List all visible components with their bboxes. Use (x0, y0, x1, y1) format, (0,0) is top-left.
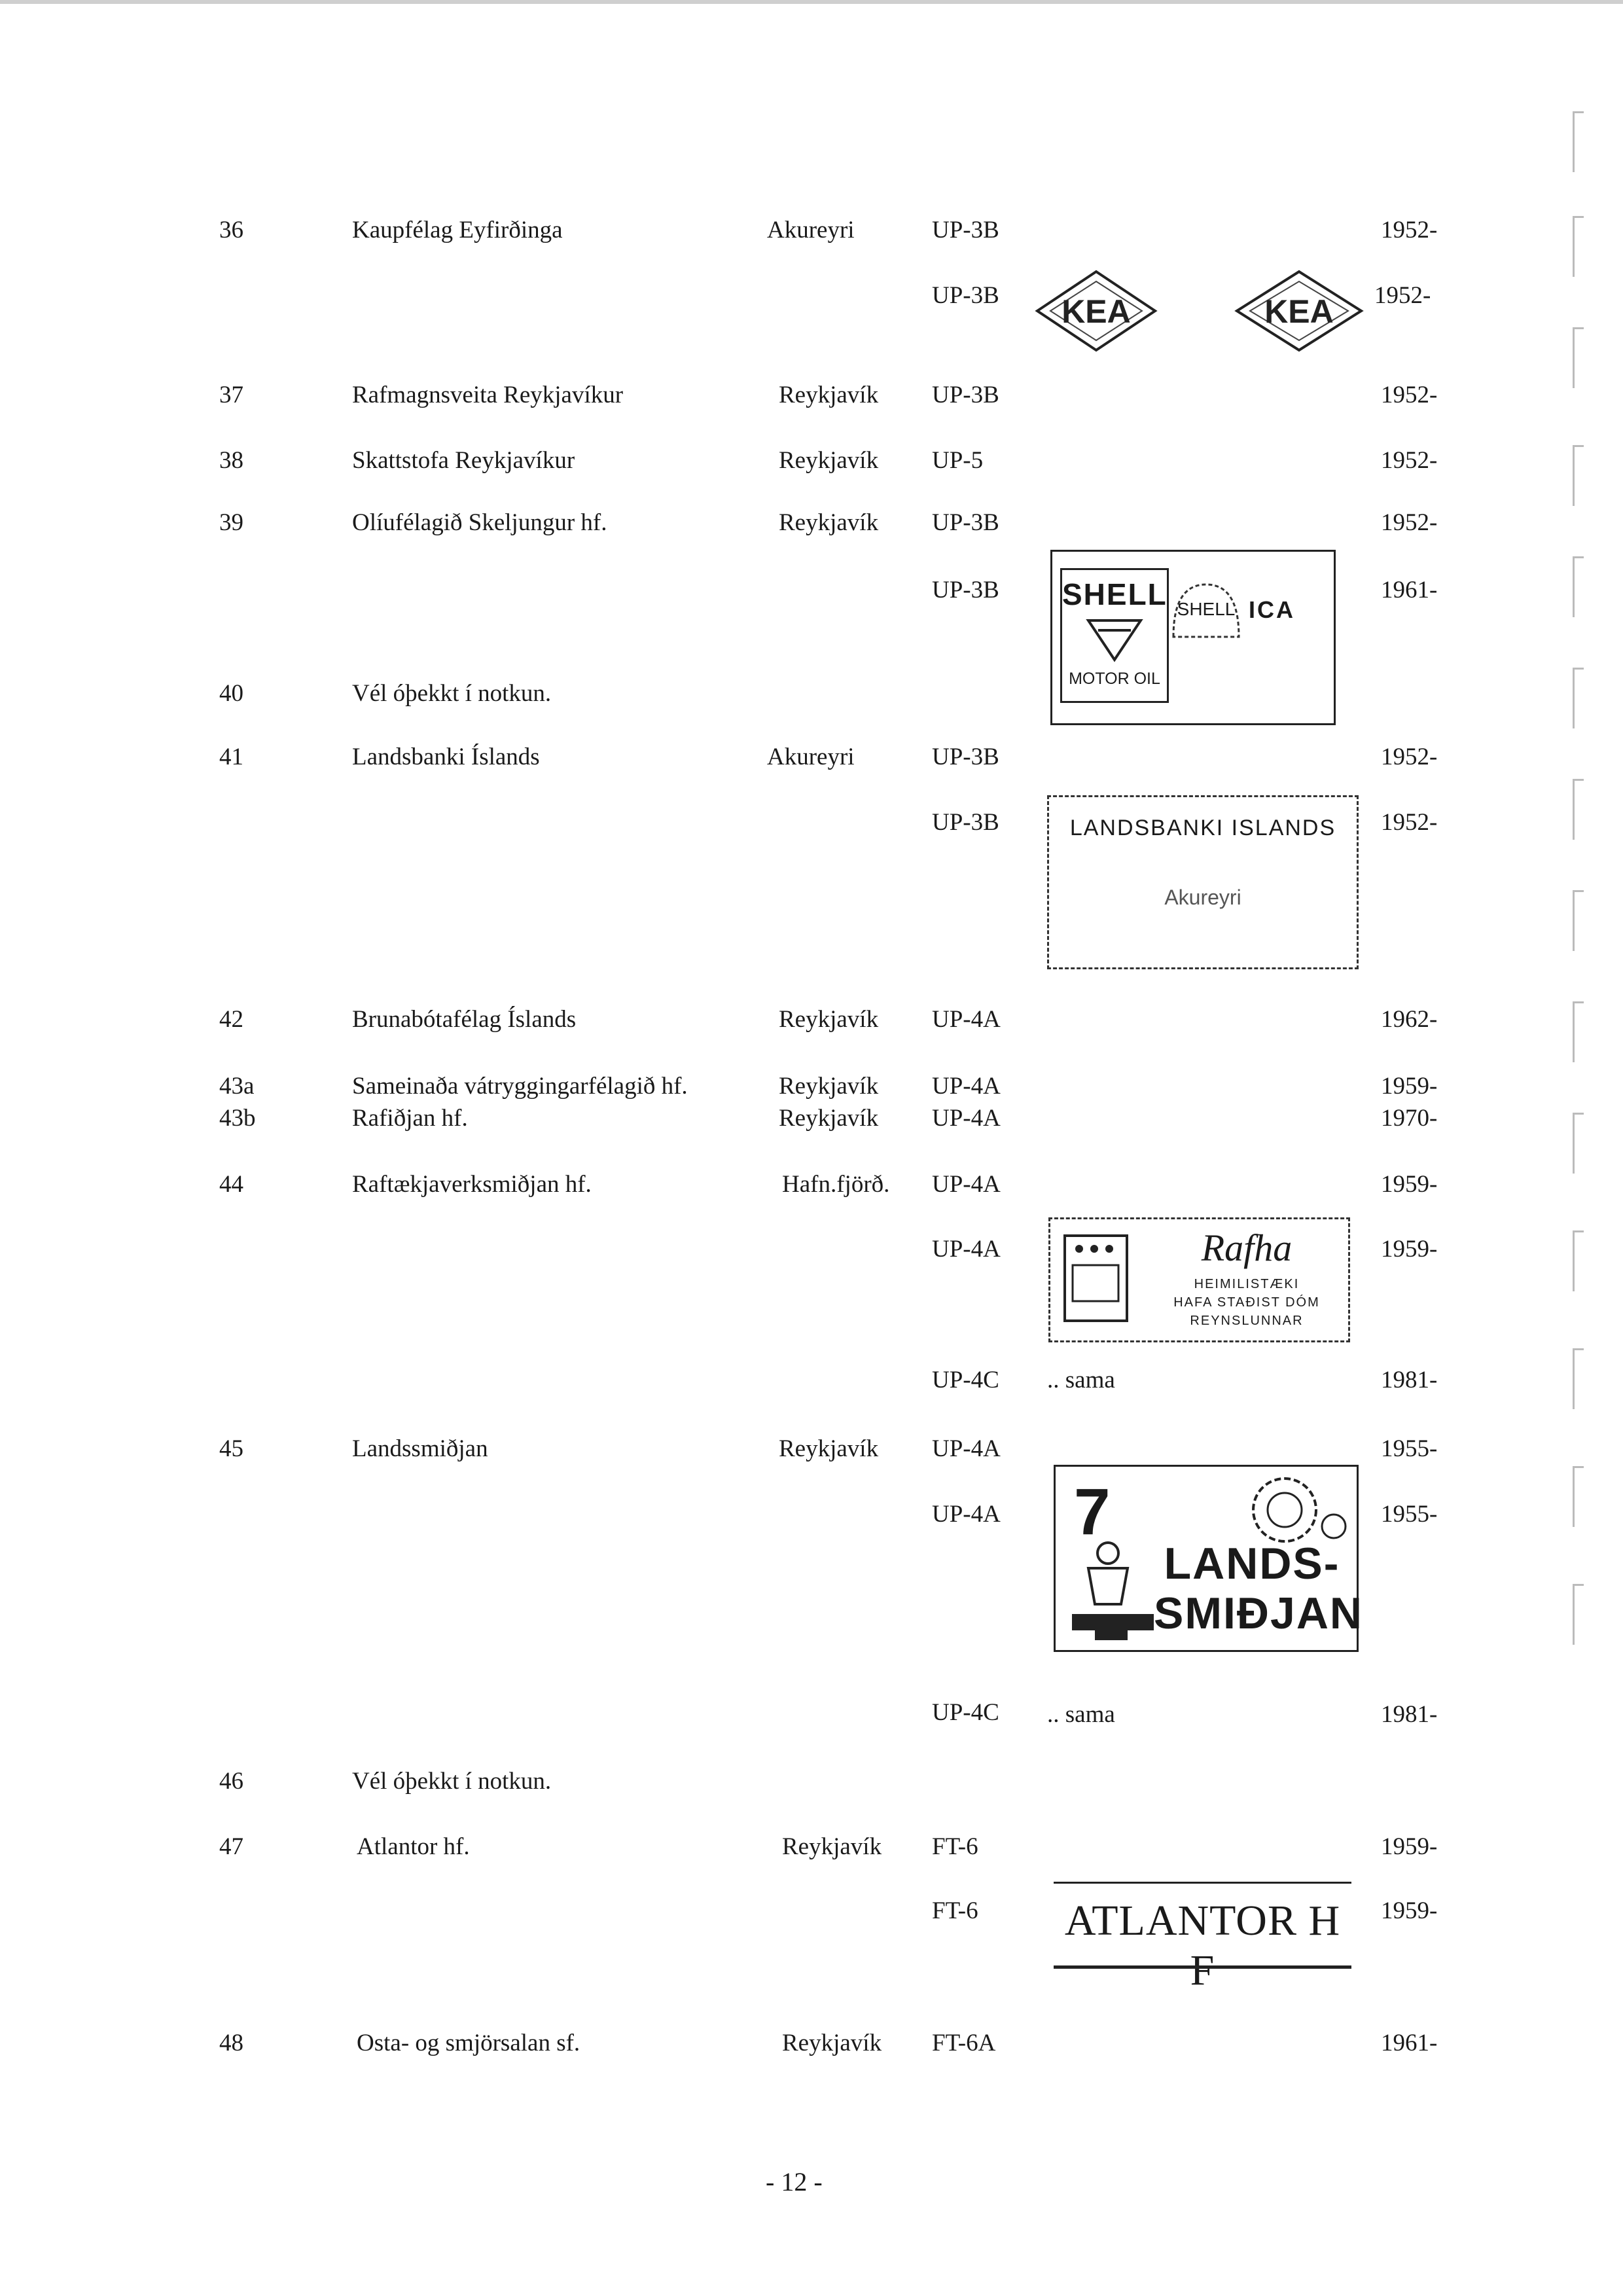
machine-type: FT-6 (932, 1833, 978, 1860)
note-same: .. sama (1047, 1367, 1115, 1393)
machine-type: UP-4A (932, 1006, 1001, 1033)
year-from: 1952- (1374, 282, 1431, 309)
scan-edge-mark (1573, 1113, 1584, 1174)
year-from: 1952- (1381, 217, 1438, 243)
machine-type: UP-4A (932, 1501, 1001, 1528)
top-edge-line (0, 0, 1623, 4)
landssmidjan-number: 7 (1074, 1475, 1111, 1549)
company-place: Reykjavík (779, 382, 879, 408)
machine-type: UP-3B (932, 744, 999, 770)
year-from: 1952- (1381, 809, 1438, 836)
machine-type: UP-4C (932, 1699, 999, 1726)
scan-edge-mark (1573, 890, 1584, 951)
year-from: 1961- (1381, 2030, 1438, 2056)
machine-type: FT-6A (932, 2030, 996, 2056)
atlantor-stamp (1054, 1882, 1351, 1994)
company-name: Vél óþekkt í notkun. (352, 680, 552, 707)
row-number: 43b (219, 1105, 256, 1132)
machine-type: UP-3B (932, 577, 999, 603)
atlantor-bottom-rule (1054, 1965, 1351, 1969)
scan-edge-mark (1573, 1001, 1584, 1062)
company-place: Reykjavík (779, 1435, 879, 1462)
atlantor-top-rule (1054, 1882, 1351, 1884)
company-place: Reykjavík (782, 2030, 882, 2056)
year-from: 1970- (1381, 1105, 1438, 1132)
year-from: 1981- (1381, 1701, 1438, 1728)
company-place: Reykjavík (782, 1833, 882, 1860)
machine-type: UP-3B (932, 217, 999, 243)
year-from: 1952- (1381, 509, 1438, 536)
row-number: 40 (219, 680, 243, 707)
rafha-logo-text: Rafha (1201, 1227, 1293, 1269)
row-number: 43a (219, 1073, 255, 1100)
company-place: Reykjavík (779, 1006, 879, 1033)
company-name: Rafiðjan hf. (352, 1105, 468, 1132)
machine-type: UP-4A (932, 1171, 1001, 1198)
company-name: Osta- og smjörsalan sf. (357, 2030, 580, 2056)
company-name: Landsbanki Íslands (352, 744, 540, 770)
rafha-line1: HEIMILISTÆKI (1194, 1277, 1300, 1291)
anvil-smith-icon (1062, 1539, 1160, 1643)
company-name: Landssmiðjan (352, 1435, 488, 1462)
page-number: - 12 - (766, 2167, 823, 2197)
rafha-stamp (1048, 1217, 1350, 1342)
company-name: Olíufélagið Skeljungur hf. (352, 509, 607, 536)
company-place: Reykjavík (779, 1105, 879, 1132)
note-same: .. sama (1047, 1701, 1115, 1728)
machine-type: UP-4C (932, 1367, 999, 1393)
company-place: Akureyri (767, 744, 855, 770)
machine-type: UP-3B (932, 282, 999, 309)
scan-edge-mark (1573, 556, 1584, 617)
scan-edge-mark (1573, 111, 1584, 172)
machine-type: UP-4A (932, 1435, 1001, 1462)
year-from: 1952- (1381, 744, 1438, 770)
row-number: 38 (219, 447, 243, 474)
company-name: Sameinaða vátryggingarfélagið hf. (352, 1073, 688, 1100)
scan-edge-mark (1573, 327, 1584, 388)
kea-logo-text: KEA (1264, 293, 1334, 330)
row-number: 48 (219, 2030, 243, 2056)
atlantor-logo-text: ATLANTOR H F (1064, 1897, 1341, 1994)
year-from: 1959- (1381, 1897, 1438, 1924)
row-number: 42 (219, 1006, 243, 1033)
shell-small-text: SHELL (1177, 599, 1236, 619)
row-number: 41 (219, 744, 243, 770)
scan-edge-mark (1573, 1466, 1584, 1527)
company-place: Reykjavík (779, 447, 879, 474)
company-name: Rafmagnsveita Reykjavíkur (352, 382, 624, 408)
rafha-line3: REYNSLUNNAR (1190, 1314, 1304, 1328)
scan-edge-mark (1573, 668, 1584, 728)
year-from: 1959- (1381, 1073, 1438, 1100)
landsbanki-stamp (1047, 795, 1359, 969)
shell-emblem-icon (1085, 617, 1144, 663)
row-number: 47 (219, 1833, 243, 1860)
year-from: 1952- (1381, 382, 1438, 408)
scan-edge-mark (1573, 445, 1584, 506)
kea-logo-text: KEA (1061, 293, 1131, 330)
year-from: 1959- (1381, 1833, 1438, 1860)
motor-oil-text: MOTOR OIL (1069, 670, 1160, 688)
ica-logo-text: ICA (1249, 596, 1295, 623)
landsbanki-line2: Akureyri (1164, 886, 1241, 909)
landssmidjan-stamp (1054, 1465, 1364, 1652)
landssmidjan-line1: LANDS- (1164, 1539, 1340, 1588)
machine-type: UP-4A (932, 1073, 1001, 1100)
landssmidjan-line2: SMIÐJAN (1154, 1588, 1364, 1638)
year-from: 1959- (1381, 1236, 1438, 1263)
year-from: 1962- (1381, 1006, 1438, 1033)
scan-edge-mark (1573, 216, 1584, 277)
scan-edge-mark (1573, 1230, 1584, 1291)
company-name: Vél óþekkt í notkun. (352, 1768, 552, 1795)
row-number: 45 (219, 1435, 243, 1462)
machine-type: UP-5 (932, 447, 984, 474)
rafha-line2: HAFA STAÐIST DÓM (1173, 1295, 1320, 1310)
row-number: 46 (219, 1768, 243, 1795)
machine-type: UP-3B (932, 809, 999, 836)
kea-stamp-left (1031, 265, 1162, 357)
machine-type: UP-3B (932, 509, 999, 536)
shell-stamp (1050, 550, 1336, 725)
kea-stamp-right (1230, 265, 1368, 357)
scan-edge-mark (1573, 1348, 1584, 1409)
scan-edge-mark (1573, 779, 1584, 840)
machine-type: UP-4A (932, 1105, 1001, 1132)
company-place: Reykjavík (779, 1073, 879, 1100)
company-name: Raftækjaverksmiðjan hf. (352, 1171, 592, 1198)
year-from: 1952- (1381, 447, 1438, 474)
shell-logo-text: SHELL (1062, 577, 1168, 611)
stove-icon (1058, 1229, 1137, 1327)
company-place: Hafn.fjörð. (782, 1171, 890, 1198)
company-name: Skattstofa Reykjavíkur (352, 447, 575, 474)
company-name: Kaupfélag Eyfirðinga (352, 217, 563, 243)
year-from: 1959- (1381, 1171, 1438, 1198)
gear-icon (1219, 1471, 1350, 1543)
landsbanki-line1: LANDSBANKI ISLANDS (1069, 816, 1336, 840)
shell-box (1060, 568, 1169, 703)
machine-type: FT-6 (932, 1897, 978, 1924)
scan-edge-mark (1573, 1584, 1584, 1645)
row-number: 39 (219, 509, 243, 536)
year-from: 1961- (1381, 577, 1438, 603)
machine-type: UP-3B (932, 382, 999, 408)
company-name: Brunabótafélag Íslands (352, 1006, 577, 1033)
row-number: 44 (219, 1171, 243, 1198)
machine-type: UP-4A (932, 1236, 1001, 1263)
year-from: 1981- (1381, 1367, 1438, 1393)
company-place: Akureyri (767, 217, 855, 243)
company-name: Atlantor hf. (357, 1833, 470, 1860)
company-place: Reykjavík (779, 509, 879, 536)
row-number: 37 (219, 382, 243, 408)
year-from: 1955- (1381, 1435, 1438, 1462)
year-from: 1955- (1381, 1501, 1438, 1528)
row-number: 36 (219, 217, 243, 243)
